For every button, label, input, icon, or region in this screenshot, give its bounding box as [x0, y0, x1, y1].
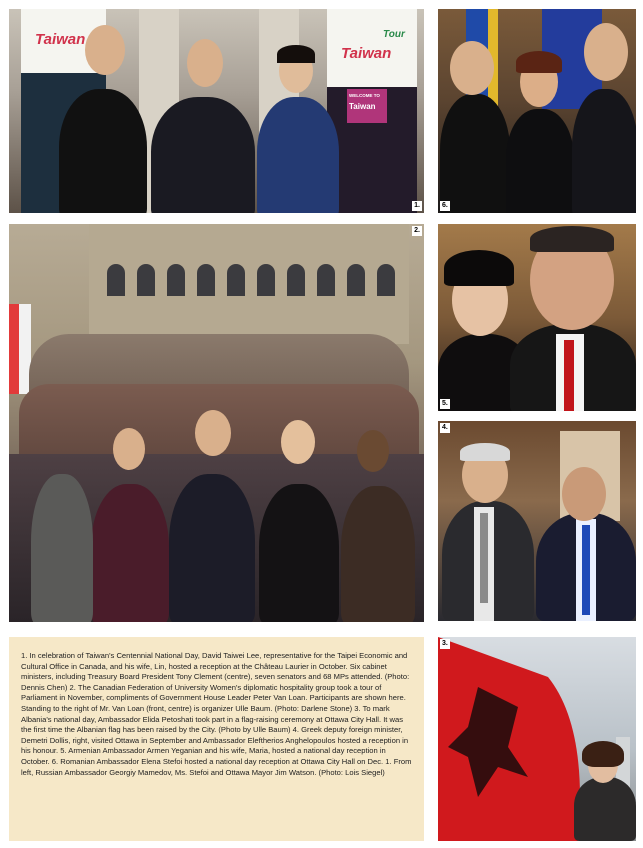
ambassador [574, 777, 636, 841]
banner-left-word: Taiwan [35, 31, 86, 48]
photo-armenian-reception [438, 224, 636, 411]
photo-number: 1. [414, 202, 420, 209]
photo-number: 2. [414, 227, 420, 234]
person-right [257, 97, 339, 213]
head [113, 428, 145, 470]
arch-window [347, 264, 365, 296]
arch-window [197, 264, 215, 296]
banner-tour-word: Tour [383, 29, 405, 40]
person-centre [151, 97, 255, 213]
photo-greek-visit [438, 421, 636, 621]
arch-window [377, 264, 395, 296]
head [187, 39, 223, 87]
welcome-line2: Taiwan [349, 102, 376, 111]
hair [277, 45, 315, 63]
photo-number: 6. [442, 202, 448, 209]
head [85, 25, 125, 75]
arch-window [167, 264, 185, 296]
person-centre [506, 109, 574, 213]
hair [444, 250, 514, 286]
head [584, 23, 628, 81]
arch-window [107, 264, 125, 296]
arch-window [137, 264, 155, 296]
person-front-far-right [341, 486, 415, 622]
photo-romanian-reception [438, 9, 636, 213]
caption-box [9, 637, 424, 841]
tie [564, 340, 574, 411]
banner-right-word: Taiwan [341, 45, 392, 62]
photo-number: 5. [442, 400, 448, 407]
hair [530, 226, 614, 252]
arch-window [287, 264, 305, 296]
head [281, 420, 315, 464]
photo-albanian-flag [438, 637, 636, 841]
photo-number: 3. [442, 640, 448, 647]
tie [582, 525, 590, 615]
photo-taiwan-reception [9, 9, 424, 213]
arch-window [257, 264, 275, 296]
person-front-left [91, 484, 169, 622]
hair [460, 443, 510, 461]
person-left [59, 89, 147, 213]
head [195, 410, 231, 456]
person-front-right [259, 484, 339, 622]
tie [480, 513, 488, 603]
photo-number: 4. [442, 424, 448, 431]
arch-window [227, 264, 245, 296]
photo-parliament-group [9, 224, 424, 622]
caption-text: 1. In celebration of Taiwan's Centennial National Day, David Taiwei Lee, representative for the Taipei Economic and Cultural Office in Canada, and his wife, Lin, hosted a reception at the Château Laurier in October. Six cabinet ministers, including Treasury Board President Tony Clement (centre), seven senators and 68 MPs attended. (Photo: Dennis Chen) 2. The Canadian Federation of University Women's diplomatic hospitality group took a tour of Parliament in November, compliments of Government House Leader Peter Van Loan. Participants are shown here. Standing to the right of Mr. Van Loan (front, centre) is organizer Ulle Baum. (Photo: Darlene Stone) 3. To mark Albania's national day, Ambassador Elida Petoshati took part in a flag-raising ceremony at Ottawa City Hall. It was the first time the Albanian flag has been raised by the City. (Photo by Ulle Baum) 4. Greek deputy foreign minister, Demetri Dollis, right, visited Ottawa in September and Ambassador Eleftherios Anghelopoulos hosted a reception in his honour. 5. Armenian Ambassador Armen Yeganian and his wife, Maria, hosted a national day reception in October. 6. Romanian Ambassador Elena Stefoi hosted a national day reception at Ottawa City Hall on Dec. 1. From left, Russian Ambassador Georgiy Mamedov, Ms. Stefoi and Ottawa Mayor Jim Watson. (Photo: Lois Siegel) [21, 651, 412, 777]
welcome-line1: WELCOME TO [349, 93, 380, 98]
head [562, 467, 606, 521]
person-front-centre [169, 474, 255, 622]
welcome-sign [347, 89, 387, 123]
person-front-far-left [31, 474, 93, 622]
person-left [440, 94, 510, 213]
arch-window [317, 264, 335, 296]
head [450, 41, 494, 95]
hair [582, 741, 624, 767]
head [357, 430, 389, 472]
banner-right [327, 9, 417, 213]
person-right [572, 89, 636, 213]
hair [516, 51, 562, 73]
